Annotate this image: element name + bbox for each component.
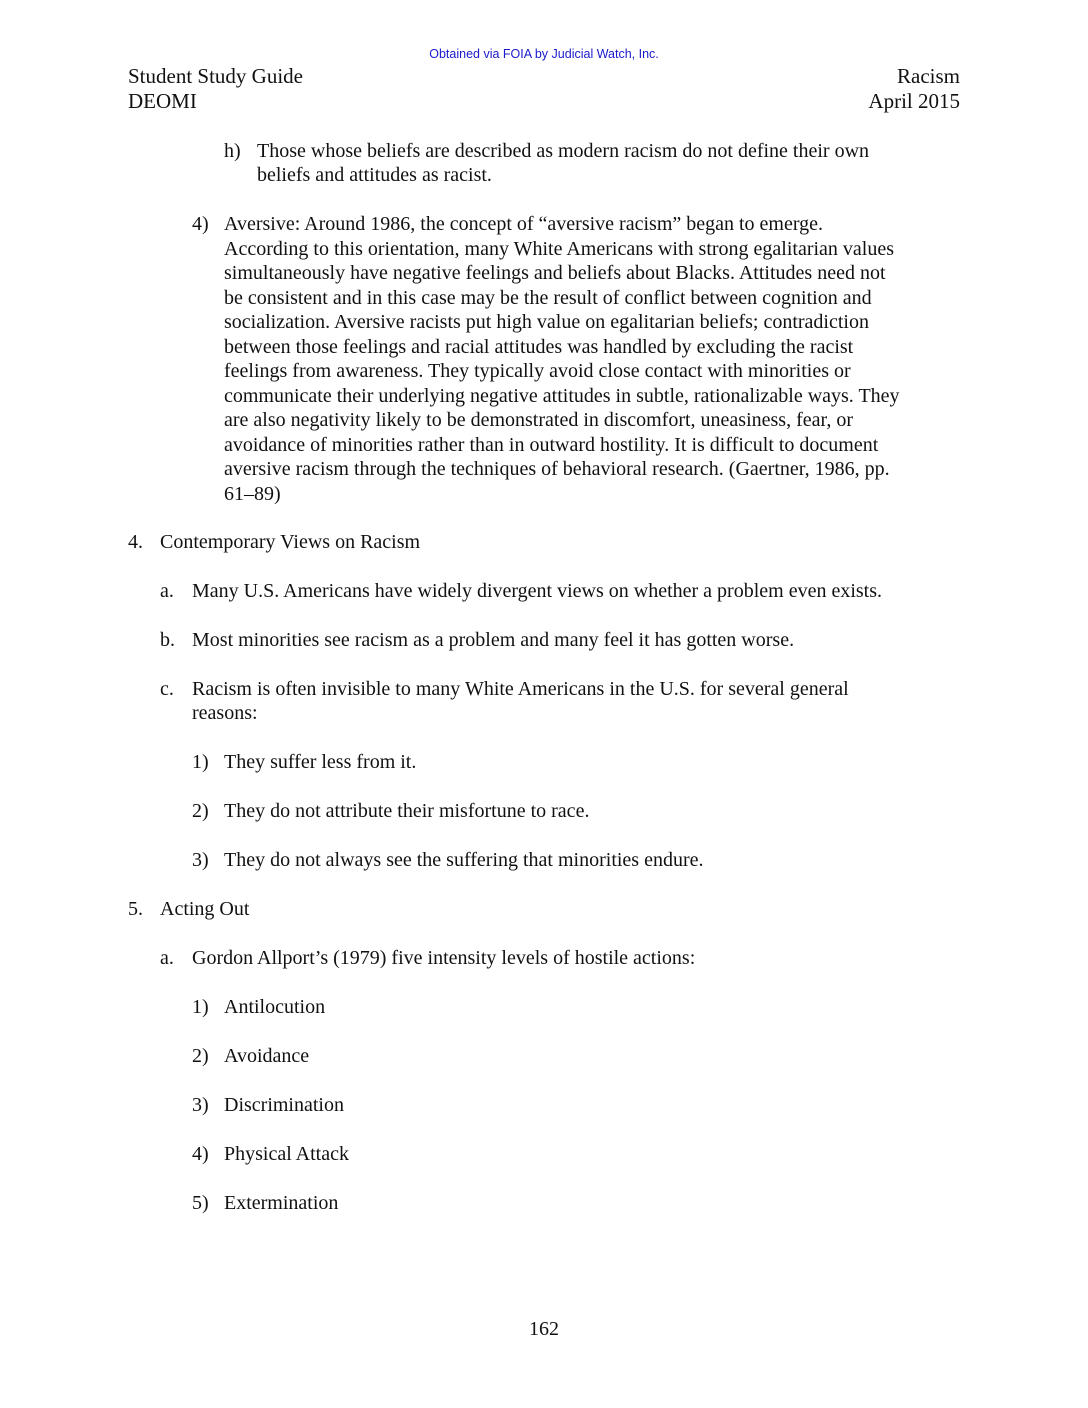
- section-4-marker: 4.: [128, 531, 143, 553]
- section-4-heading: Contemporary Views on Racism: [160, 531, 421, 553]
- section-4b-marker: b.: [160, 629, 175, 651]
- section-4c-text: reasons:: [192, 702, 258, 724]
- paragraph-line: avoidance of minorities rather than in outward hostility. It is difficult to document: [224, 433, 879, 456]
- item-h-marker: h): [224, 140, 241, 162]
- level-5-marker: 5): [192, 1192, 209, 1214]
- level-1-text: Antilocution: [224, 996, 326, 1018]
- header-topic: Racism: [897, 64, 960, 88]
- level-3-marker: 3): [192, 1094, 209, 1116]
- level-2-text: Avoidance: [224, 1045, 310, 1067]
- paragraph-line: 61–89): [224, 482, 281, 505]
- paragraph-line: between those feelings and racial attitudes was handled by excluding the racist: [224, 335, 854, 358]
- section-5a-marker: a.: [160, 947, 174, 969]
- paragraph-line: communicate their underlying negative attitudes in subtle, rationalizable ways. They: [224, 384, 900, 407]
- paragraph-line: According to this orientation, many White Americans with strong egalitarian values: [224, 237, 895, 260]
- reason-2-text: They do not attribute their misfortune to race.: [224, 800, 590, 822]
- level-2-marker: 2): [192, 1045, 209, 1067]
- paragraph-line: feelings from awareness. They typically avoid close contact with minorities or: [224, 360, 851, 382]
- foia-watermark: Obtained via FOIA by Judicial Watch, Inc.: [429, 47, 659, 61]
- section-4a-text: Many U.S. Americans have widely divergent views on whether a problem even exists.: [192, 580, 883, 602]
- reason-3-marker: 3): [192, 849, 209, 871]
- reason-1-text: They suffer less from it.: [224, 751, 417, 773]
- section-5a-text: Gordon Allport’s (1979) five intensity levels of hostile actions:: [192, 947, 696, 969]
- level-1-marker: 1): [192, 996, 209, 1018]
- header-date: April 2015: [868, 89, 960, 113]
- header-org: DEOMI: [128, 89, 197, 113]
- level-5-text: Extermination: [224, 1192, 339, 1214]
- section-4a-marker: a.: [160, 580, 174, 602]
- paragraph-line: be consistent and in this case may be the result of conflict between cognition and: [224, 286, 872, 309]
- page-number: 162: [529, 1318, 559, 1340]
- paragraph-line: simultaneously have negative feelings and beliefs about Blacks. Attitudes need not: [224, 262, 886, 284]
- paragraph-line: are also negativity likely to be demonstrated in discomfort, uneasiness, fear, or: [224, 409, 854, 431]
- header-left: [128, 64, 303, 114]
- item-h-line: Those whose beliefs are described as modern racism do not define their own: [257, 140, 870, 162]
- item-aversive-paragraph: [224, 212, 900, 506]
- item-aversive-marker: 4): [192, 213, 209, 235]
- paragraph-line: aversive racism through the techniques of behavioral research. (Gaertner, 1986, pp.: [224, 458, 890, 480]
- section-4b-text: Most minorities see racism as a problem and many feel it has gotten worse.: [192, 629, 795, 651]
- paragraph-line: socialization. Aversive racists put high value on egalitarian beliefs; contradiction: [224, 311, 869, 333]
- section-4c-text: Racism is often invisible to many White Americans in the U.S. for several general: [192, 678, 849, 700]
- header-right: [868, 64, 960, 114]
- reason-2-marker: 2): [192, 800, 209, 822]
- paragraph-line: Aversive: Around 1986, the concept of “aversive racism” began to emerge.: [224, 213, 824, 235]
- level-3-text: Discrimination: [224, 1094, 344, 1116]
- level-4-text: Physical Attack: [224, 1143, 349, 1165]
- reason-3-text: They do not always see the suffering that minorities endure.: [224, 849, 704, 871]
- section-5-heading: Acting Out: [160, 898, 250, 920]
- item-h-line: beliefs and attitudes as racist.: [257, 164, 492, 186]
- reason-1-marker: 1): [192, 751, 209, 773]
- section-5-marker: 5.: [128, 898, 143, 920]
- header-guide-title: Student Study Guide: [128, 64, 304, 88]
- level-4-marker: 4): [192, 1143, 209, 1165]
- section-4c-marker: c.: [160, 678, 174, 700]
